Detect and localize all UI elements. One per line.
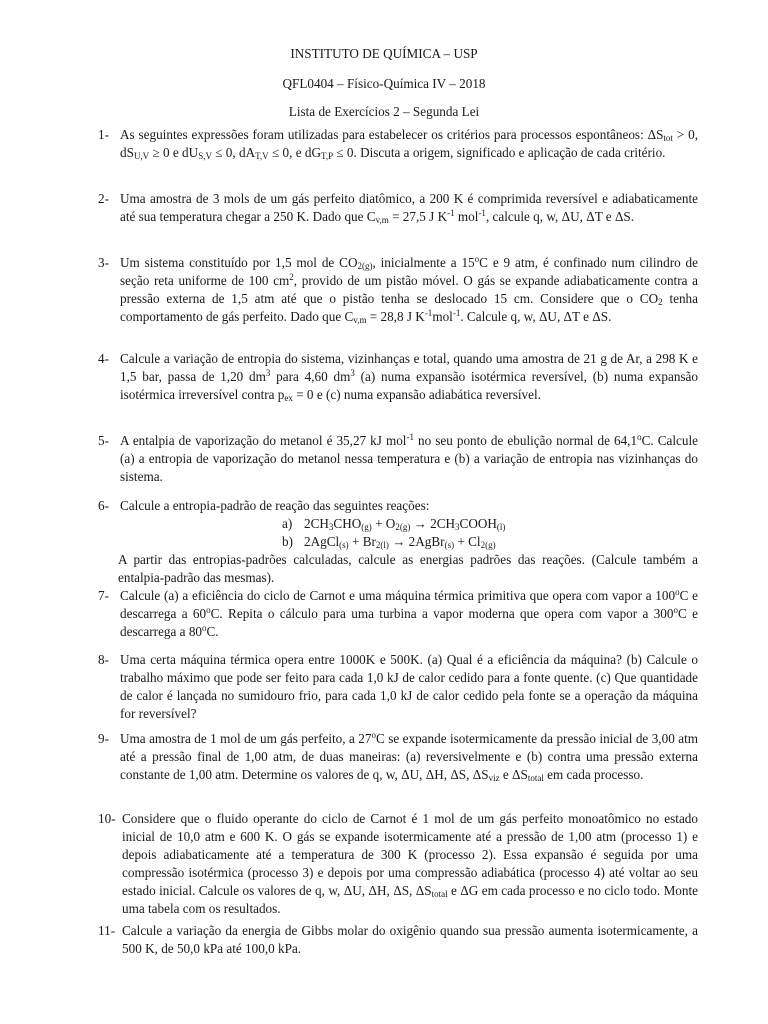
- exercise-text: Uma amostra de 3 mols de um gás perfeito diatômico, a 200 K é comprimida reversível e adiabaticamente até sua temperatura chegar a 250 K. Dado que $C_{v,m} = 27,5$ J $K^{-1}$ mol$^{-1}$, calcule q, w, ΔU, ΔT e ΔS.: [120, 191, 698, 225]
- exercise-number: 9-: [98, 731, 109, 746]
- reaction-equation: $2CH_3CHO_{(g)} + O_{2(g)}$ → $2CH_3COOH_{(l)}$: [304, 516, 506, 532]
- exercise-4: [98, 350, 698, 404]
- reaction-b: [120, 533, 698, 551]
- reaction-label: b): [282, 534, 293, 549]
- exercise-number: 4-: [98, 351, 109, 366]
- exercise-number: 11-: [98, 923, 116, 938]
- list-title: Lista de Exercícios 2 – Segunda Lei: [288, 104, 480, 119]
- exercise-9: [98, 730, 698, 784]
- institution-title: INSTITUTO DE QUÍMICA – USP: [290, 46, 478, 61]
- exercise-6: [98, 497, 698, 587]
- exercise-8: [98, 651, 698, 723]
- exercise-text: Uma certa máquina térmica opera entre 1000K e 500K. (a) Qual é a eficiência da máquina? (b) Calcule o trabalho máximo que pode ser feito para cada 1,0 kJ de calor cedido para a fonte quente. (c) Que quantidade de calor é lançada no sumidouro frio, para cada 1,0 kJ de calor cedido pela fonte se a operação da máquina for reversível?: [120, 652, 698, 721]
- exercise-text: Calcule a entropia-padrão de reação das seguintes reações:: [120, 498, 430, 513]
- exercise-10: [98, 810, 698, 918]
- exercise-text: Considere que o fluido operante do ciclo de Carnot é 1 mol de um gás perfeito monoatômico no estado inicial de 10,0 atm e 600 K. O gás se expande isotermicamente até a pressão de 1,00 atm (processo 1) e depois adiabaticamente até a temperatura de 300 K (processo 2). Essa expansão é seguida por uma compressão isotérmica (processo 3) e depois por uma compressão adiabática (processo 4) até voltar ao seu estado inicial. Calcule os valores de q, w, ΔU, ΔH, ΔS, $\Delta S_{total}$ e ΔG em cada processo e no ciclo todo. Monte uma tabela com os resultados.: [122, 811, 699, 916]
- exercise-11: [98, 922, 698, 958]
- exercise-text: Calcule (a) a eficiência do ciclo de Carnot e uma máquina térmica primitiva que opera com vapor a 100$^o$C e descarrega a 60$^o$C. Repita o cálculo para uma turbina a vapor moderna que opera com vapor a 300$^o$C e descarrega a 80$^o$C.: [120, 587, 698, 639]
- exercise-text: Calcule a variação da energia de Gibbs molar do oxigênio quando sua pressão aumenta isotermicamente, a 500 K, de 50,0 kPa até 100,0 kPa.: [122, 923, 698, 956]
- exercise-number: 1-: [98, 127, 109, 142]
- exercise-text-after: A partir das entropias-padrões calculadas, calcule as energias padrões das reações. (Calcule também a entalpia-padrão das mesmas).: [118, 552, 698, 585]
- exercise-text: As seguintes expressões foram utilizadas para estabelecer os critérios para processos espontâneos: $\Delta S_{tot} > 0$, $dS_{U,V} \ge 0$ e $dU_{S,V} \le 0$, $dA_{T,V} \le 0$, e $dG_{T,P} \le 0$. Discuta a origem, significado e aplicação de cada critério.: [120, 127, 699, 161]
- exercise-text: Uma amostra de 1 mol de um gás perfeito, a 27$^o$C se expande isotermicamente da pressão inicial de 3,00 atm até a pressão final de 1,00 atm, de duas maneiras: (a) reversivelmente e (b) contra uma pressão externa constante de 1,00 atm. Determine os valores de q, w, ΔU, ΔH, ΔS, $\Delta S_{viz}$ e $\Delta S_{total}$ em cada processo.: [120, 730, 698, 783]
- exercise-number: 8-: [98, 652, 109, 667]
- exercise-1: [98, 126, 698, 162]
- exercise-number: 2-: [98, 191, 109, 206]
- exercise-3: [98, 254, 698, 326]
- exercise-text: Um sistema constituído por 1,5 mol de $CO_{2(g)}$, inicialmente a 15$^o$C e 9 atm, é confinado num cilindro de seção reta uniforme de 100 $cm^2$, provido de um pistão móvel. O gás se expande adiabaticamente contra a pressão externa de 1,5 atm até que o pistão tenha se deslocado 15 cm. Considere que o $CO_2$ tenha comportamento de gás perfeito. Dado que $C_{v,m} = 28,8$ J $K^{-1}mol^{-1}$. Calcule q, w, ΔU, ΔT e ΔS.: [120, 254, 699, 325]
- course-title: QFL0404 – Físico-Química IV – 2018: [282, 76, 486, 91]
- reaction-a: [120, 515, 698, 533]
- exercise-text: Calcule a variação de entropia do sistema, vizinhanças e total, quando uma amostra de 21 g de Ar, a 298 K e 1,5 bar, passa de 1,20 $dm^3$ para 4,60 $dm^3$ (a) numa expansão isotérmica reversível, (b) numa expansão isotérmica irreversível contra $p_{ex} = 0$ e (c) numa expansão adiabática reversível.: [120, 351, 698, 403]
- reaction-equation: 2AgCl$_{(s)}$ + $Br_{2(l)}$ → 2AgBr$_{(s)}$ + $Cl_{2(g)}$: [304, 534, 496, 550]
- exercise-7: [98, 587, 698, 641]
- exercise-number: 10-: [98, 811, 116, 826]
- reaction-label: a): [282, 516, 293, 531]
- exercise-number: 6-: [98, 498, 109, 513]
- exercise-number: 7-: [98, 588, 109, 603]
- exercise-number: 3-: [98, 255, 109, 270]
- exercise-text: A entalpia de vaporização do metanol é 35,27 kJ mol$^{-1}$ no seu ponto de ebulição normal de 64,1$^o$C. Calcule (a) a entropia de vaporização do metanol nessa temperatura e (b) a variação de entropia nas vizinhanças do sistema.: [120, 432, 698, 484]
- exercise-2: [98, 190, 698, 226]
- exercise-number: 5-: [98, 433, 109, 448]
- exercise-5: [98, 432, 698, 486]
